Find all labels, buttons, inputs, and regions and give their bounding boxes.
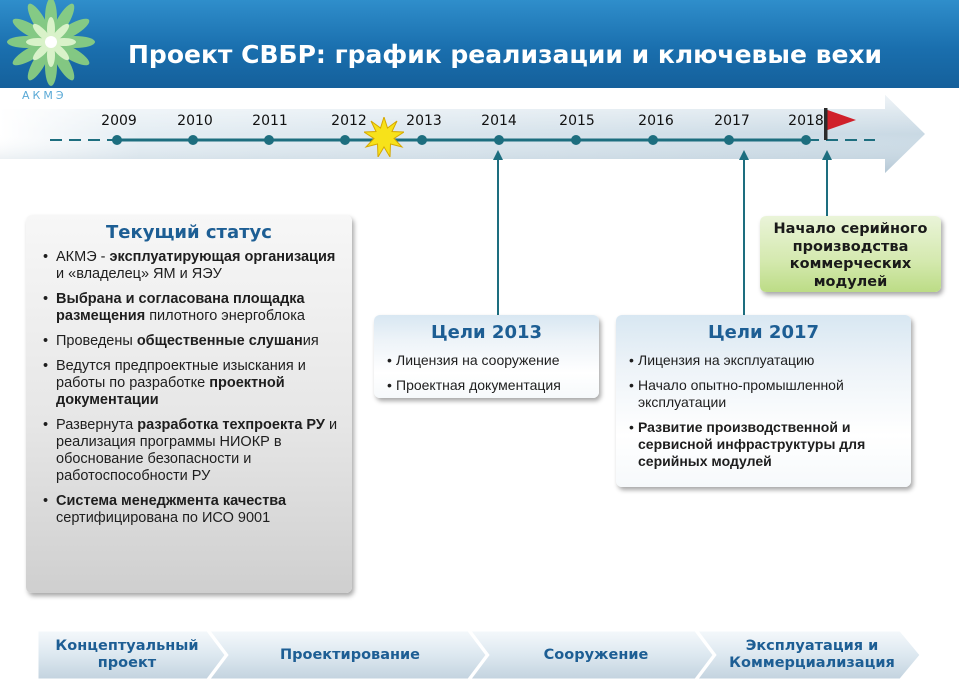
goals-2017-title: Цели 2017 bbox=[707, 322, 820, 343]
year-label: 2013 bbox=[406, 113, 442, 129]
status-item bbox=[56, 291, 342, 325]
current-status-panel bbox=[26, 215, 352, 593]
list-item-text: Начало опытно-промышленной эксплуатации bbox=[638, 377, 844, 410]
status-item-text: ия bbox=[302, 333, 319, 349]
serial-production-label: Начало серийного производства коммерческих модулей bbox=[773, 221, 928, 290]
flower-logo-icon bbox=[6, 0, 96, 88]
status-item-text: Выбрана и согласована площадка размещения bbox=[56, 291, 305, 324]
status-title: Текущий статус bbox=[106, 222, 272, 243]
year-label: 2017 bbox=[714, 113, 750, 129]
status-item-text: Проведены bbox=[56, 333, 137, 349]
goals-2013-panel bbox=[374, 315, 599, 398]
list-item: • Лицензия на сооружение bbox=[396, 352, 589, 369]
year-label: 2011 bbox=[252, 113, 288, 129]
status-item-text: проектной документации bbox=[56, 375, 285, 408]
status-item-text: и реализация программы НИОКР в обоснование безопасности и работоспособности РУ bbox=[56, 417, 338, 484]
list-item-text: Развитие производственной и сервисной инфраструктуры для серийных модулей bbox=[638, 419, 866, 469]
status-item-text: пилотного энергоблока bbox=[145, 308, 305, 324]
status-item-text: разработка техпроекта РУ bbox=[137, 417, 325, 433]
list-item bbox=[638, 419, 901, 470]
status-item bbox=[56, 358, 342, 409]
status-item bbox=[56, 333, 342, 350]
list-item bbox=[638, 352, 901, 369]
connector-2018 bbox=[817, 150, 837, 218]
list-item bbox=[638, 377, 901, 411]
list-item-text: Лицензия на эксплуатацию bbox=[638, 352, 815, 368]
goals-2013-list bbox=[374, 352, 599, 394]
goals-2013-title: Цели 2013 bbox=[430, 322, 543, 343]
status-item-text: эксплуатирующая организация bbox=[109, 249, 336, 265]
timeline-arrow bbox=[0, 92, 959, 182]
status-item-text: Система менеджмента качества bbox=[56, 493, 287, 509]
year-label: 2015 bbox=[559, 113, 595, 129]
status-item bbox=[56, 493, 342, 527]
year-label: 2012 bbox=[331, 113, 367, 129]
list-item: • Проектная документация bbox=[396, 377, 589, 394]
phase-concept: Концептуальный проект bbox=[55, 638, 199, 671]
status-item-text: общественные слушан bbox=[136, 333, 303, 349]
status-item-text: Развернута bbox=[56, 417, 138, 433]
phase-operation: Эксплуатация и Коммерциализация bbox=[729, 638, 895, 671]
status-item-text: Ведутся предпроектные изыскания и работы по разработке bbox=[56, 358, 306, 391]
status-item bbox=[56, 249, 342, 283]
status-list bbox=[26, 249, 352, 527]
page-title: Проект СВБР: график реализации и ключевые вехи bbox=[128, 40, 883, 69]
year-label: 2016 bbox=[638, 113, 674, 129]
red-flag-icon bbox=[822, 106, 862, 142]
status-item-text: и «владелец» ЯМ и ЯЭУ bbox=[56, 266, 222, 282]
goals-2017-panel bbox=[616, 315, 911, 487]
goals-2017-list bbox=[616, 352, 911, 470]
phase-design: Проектирование bbox=[279, 646, 421, 663]
year-label: 2009 bbox=[101, 113, 137, 129]
status-item-text: АКМЭ - bbox=[56, 249, 110, 265]
star-burst-icon bbox=[364, 117, 404, 157]
year-label: 2010 bbox=[177, 113, 213, 129]
serial-production-box bbox=[760, 216, 941, 292]
status-item bbox=[56, 417, 342, 485]
year-label: 2018 bbox=[788, 113, 824, 129]
connector-2017 bbox=[734, 150, 754, 318]
phase-construction: Сооружение bbox=[543, 646, 649, 663]
connector-2014 bbox=[488, 150, 508, 318]
status-item-text: сертифицирована по ИСО 9001 bbox=[56, 510, 271, 526]
year-label: 2014 bbox=[481, 113, 517, 129]
brand-wordmark: АКМЭ bbox=[22, 89, 67, 102]
